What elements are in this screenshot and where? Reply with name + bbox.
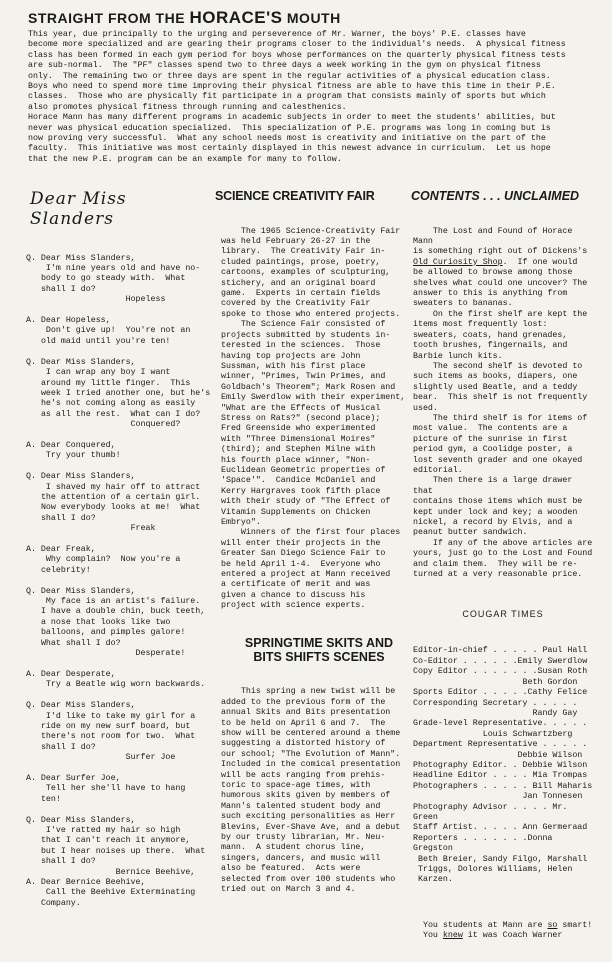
dear-miss-slanders-text: Q. Dear Miss Slanders, I'm nine years old and have no- body to go steady with. What shall I do? Hopeless A. Dear Hopeless, Don't give up! You're not an old maid until you're ten! Q. Dear Miss Slanders, I can wrap any boy I want around my little finger. This week I tried another one, but he's he's not coming along as easily as all the rest. What can I do? Conquered? A. Dear Conquered, Try your thumb! Q. Dear Miss Slanders, I shaved my hair off to attract the attention of a certain girl. Now everybody looks at me! What shall I do? Freak A. Dear Freak, Why complain? Now you're a celebrity! Q. Dear Miss Slanders, My face is an artist's failure. I have a double chin, buck teeth, a nose that looks like two balloons, and pimples galore! What shall I do? Desperate! A. Dear Desperate, Try a Beatle wig worn backwards. Q. Dear Miss Slanders, I'd like to take my girl for a ride on my new surf board, but there's not room for two. What shall I do? Surfer Joe A. Dear Surfer Joe, Tell her she'll have to hang ten! Q. Dear Miss Slanders, I've ratted my hair so high that I can't reach it anymore, but I hear noises up there. What shall I do? Bernice Beehive, A. Dear Bernice Beehive, Call the Beehive Exterminating Company.: [26, 253, 211, 908]
dickens-title: Old Curiosity Shop: [413, 257, 503, 267]
middle-column: [215, 168, 417, 916]
footer-line-1: You students at Mann are so smart!: [413, 920, 593, 930]
science-fair-article: The 1965 Science-Creativity Fair was held February 26-27 in the library. The Creativity Fair in- cluded paintings, prose, poetry, cartoons, examples of sculpturing, stichery, and an original board game. Experts in certain fields covered by the Creativity Fair spoke to those who entered projects. The Science Fair consisted of projects submitted by students in- terested in the sciences. Those having top projects are John Sussman, with his first place winner, "Primes, Twin Primes, and Goldbach's Theorem"; Mark Rosen and Emily Swerdlow with their experiment, "What are the Effects of Musical Stress on Rats?" (second place); Fred Greenside who experimented with "Three Dimensional Moires" (third); and Stephen Milne with his fourth place winner, "Non- Euclidean Geometric properties of 'Space'". Candice McDaniel and Kerry Hargraves took fifth place with their study of "The Effect of Vitamin Supplements on Chicken Embryo". Winners of the first four places will enter their projects in the Greater San Diego Science Fair to be held April 1-4. Everyone who entered a project at Mann received a certificate of merit and was given a chance to discuss his project with science experts.: [221, 226, 406, 611]
skits-headline: SPRINGTIME SKITS AND BITS SHIFTS SCENES: [244, 636, 394, 665]
dear-miss-slanders-title: Dear Miss Slanders: [30, 188, 134, 229]
footer-note: [413, 921, 593, 942]
contents-unclaimed-headline: CONTENTS . . . UNCLAIMED: [411, 188, 580, 203]
intro-article-pe-program: This year, due principally to the urging and perseverence of Mr. Warner, the boys' P.E. classes have become more specialized and are gearing their programs closer to the individual's needs. A physical fitness class has been formed in each gym period for boys whose performances on the quarterly physical fitness tests are sub-normal. The "PF" classes spend two to three days a week working in the gym on physical fitness only. The remaining two or three days are spent in the regular activities of a physical education class. Boys who need to spend more time improving their physical fitness are able to have this time in their P.E. classes. Those who are physically fit participate in a program that consists mainly of sports but which also promotes physical fitness through running and calesthenics. Horace Mann has many different programs in academic subjects in order to meet the students' abilities, but never was physical education specialized. This specialization of P.E. programs was long in coming but is now proving very successful. What any school needs most is creativity and initiative on the part of the faculty. This initiative was most certainly displayed in this newest advance in curriculum. Let us hope that the new P.E. program can be an example for many to follow.: [28, 30, 566, 164]
headline-horaces-mouth: STRAIGHT FROM THE HORACE'S MOUTH: [28, 8, 341, 27]
cougar-times-masthead: COUGAR TIMES: [462, 609, 544, 620]
lost-and-found-article: The Lost and Found of Horace Mann is something right out of Dickens's Old Curiosity Shop. If one would be allowed to browse among those shelves what could one uncover? The answer to this is anything from sweaters to bananas. On the first shelf are kept the items most frequently lost: sweaters, coats, hand grenades, tooth brushes, fingernails, and Barbie lunch kits. The second shelf is devoted to such items as books, diapers, one slightly used Beatle, and a teddy bear. This shelf is not frequently used. The third shelf is for items of most value. The contents are a picture of the sunrise in first period gym, a Coolidge poster, a lost seventh grader and one okayed editorial. Then there is a large drawer that contains those items which must be kept under lock and key; a wooden nickel, a record by Elvis, and a peanut butter sandwich. If any of the above articles are yours, just go to the Lost and Found and claim them. They will be re- turned at a very reasonable price.: [413, 226, 593, 580]
skits-article: This spring a new twist will be added to the previous form of the annual Skits and Bits presentation to be held on April 6 and 7. The show will be centered around a theme suggesting a distorted history of our school; "The Evolution of Mann". Included in the comical presentation will be acts ranging from prehis- toric to space-age times, with humorous skits given by members of Mann's talented student body and such exciting personalities as Herr Blevins, Ever-Shave Ave, and a debut by our trusty librarian, Mr. Neu- mann. A student chorus line, singers, dancers, and music will also be featured. Acts were selected from over 100 students who tried out on March 3 and 4.: [221, 687, 401, 894]
staff-list: Editor-in-chief . . . . . Paul Hall Co-Editor . . . . . .Emily Swerdlow Copy Editor . . . . . . .Susan Roth Beth Gordon Sports Editor . . . . .Cathy Felice Corresponding Secretary . . . . . Randy Gay Grade-level Representative. . . . . Louis Schwartzberg Department Representative . . . . . Debbie Wilson Photography Editor. . Debbie Wilson Headline Editor . . . . Mia Trompas Photographers . . . . . Bill Maharis Jan Tonnesen Photography Advisor . . . . Mr. Green Staff Artist. . . . . Ann Germeraad Reporters . . . . . . .Donna Gregston Beth Breier, Sandy Filgo, Marshall Triggs, Dolores Williams, Helen Karzen.: [413, 646, 593, 885]
science-fair-headline: SCIENCE CREATIVITY FAIR: [215, 188, 375, 203]
footer-line-2: You knew it was Coach Warner: [413, 931, 563, 941]
right-column: [413, 168, 593, 962]
